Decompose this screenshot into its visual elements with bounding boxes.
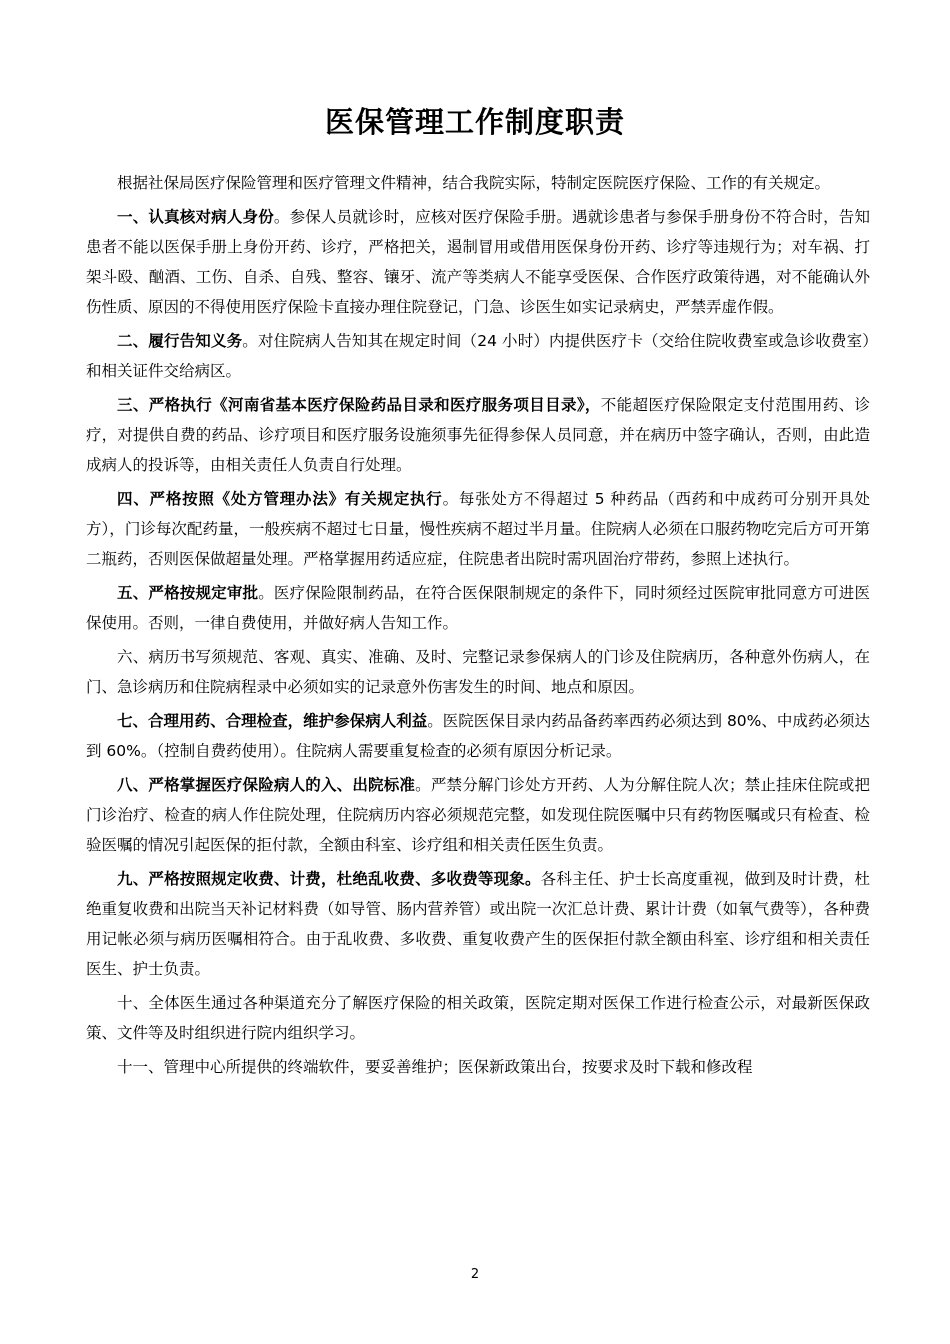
paragraph-intro	[86, 168, 870, 198]
page-number: 2	[470, 1267, 480, 1282]
paragraph-item-2	[86, 326, 870, 386]
paragraph-text: 十一、管理中心所提供的终端软件，要妥善维护；医保新政策出台，按要求及时下载和修改程	[117, 1058, 753, 1076]
paragraph-lead: 四、严格按照《处方管理办法》有关规定执行	[117, 490, 443, 508]
paragraph-text: 。严禁分解门诊处方开药、人为分解住院人次；禁止挂床住院或把门诊治疗、检查的病人作住院处理，住院病历内容必须规范完整，如发现住院医嘱中只有药物医嘱或只有检查、检验医嘱的情况引起医保的拒付款，全额由科室、诊疗组和相关责任医生负责。	[86, 776, 870, 854]
document-title: 医保管理工作制度职责	[324, 105, 625, 139]
paragraph-text: 各科主任、护士长高度重视，做到及时计费，杜绝重复收费和出院当天补记材料费（如导管、肠内营养管）或出院一次汇总计费、累计计费（如氧气费等），各种费用记帐必须与病历医嘱相符合。由于乱收费、多收费、重复收费产生的医保拒付款全额由科室、诊疗组和相关责任医生、护士负责。	[86, 870, 870, 978]
paragraph-text: 。对住院病人告知其在规定时间（24 小时）内提供医疗卡（交给住院收费室或急诊收费室）和相关证件交给病区。	[86, 332, 870, 380]
paragraph-lead: 九、严格按照规定收费、计费，杜绝乱收费、多收费等现象。	[117, 870, 541, 888]
paragraph-text: 。每张处方不得超过 5 种药品（西药和中成药可分别开具处方），门诊每次配药量，一般疾病不超过七日量，慢性疾病不超过半月量。住院病人必须在口服药物吃完后方可开第二瓶药，否则医保做超量处理。严格掌握用药适应症，住院患者出院时需巩固治疗带药，参照上述执行。	[86, 490, 870, 568]
document-body	[86, 168, 870, 1086]
paragraph-text: 。医疗保险限制药品，在符合医保限制规定的条件下，同时须经过医院审批同意方可进医保使用。否则，一律自费使用，并做好病人告知工作。	[86, 584, 870, 632]
paragraph-item-6	[86, 642, 870, 702]
paragraph-item-11	[86, 1052, 870, 1082]
paragraph-lead: 一、认真核对病人身份	[117, 208, 274, 226]
paragraph-item-8	[86, 770, 870, 860]
paragraph-item-5	[86, 578, 870, 638]
paragraph-item-3	[86, 390, 870, 480]
paragraph-lead: 八、严格掌握医疗保险病人的入、出院标准	[117, 776, 416, 794]
paragraph-lead: 五、严格按规定审批	[117, 584, 259, 602]
paragraph-text: 六、病历书写须规范、客观、真实、准确、及时、完整记录参保病人的门诊及住院病历，各种意外伤病人，在门、急诊病历和住院病程录中必须如实的记录意外伤害发生的时间、地点和原因。	[86, 648, 870, 696]
paragraph-text: 不能超医疗保险限定支付范围用药、诊疗，对提供自费的药品、诊疗项目和医疗服务设施须事先征得参保人员同意，并在病历中签字确认，否则，由此造成病人的投诉等，由相关责任人负责自行处理。	[86, 396, 870, 474]
paragraph-lead: 三、严格执行《河南省基本医疗保险药品目录和医疗服务项目目录》，	[117, 396, 601, 414]
paragraph-item-9	[86, 864, 870, 984]
paragraph-item-4	[86, 484, 870, 574]
paragraph-text: 根据社保局医疗保险管理和医疗管理文件精神，结合我院实际，特制定医院医疗保险、工作的有关规定。	[117, 174, 831, 192]
paragraph-text: 。参保人员就诊时，应核对医疗保险手册。遇就诊患者与参保手册身份不符合时，告知患者不能以医保手册上身份开药、诊疗，严格把关，遏制冒用或借用医保身份开药、诊疗等违规行为；对车祸、打架斗殴、酗酒、工伤、自杀、自残、整容、镶牙、流产等类病人不能享受医保、合作医疗政策待遇，对不能确认外伤性质、原因的不得使用医疗保险卡直接办理住院登记，门急、诊医生如实记录病史，严禁弄虚作假。	[86, 208, 870, 316]
paragraph-item-7	[86, 706, 870, 766]
paragraph-item-10	[86, 988, 870, 1048]
paragraph-text: 。医院医保目录内药品备药率西药必须达到 80%、中成药必须达到 60%。（控制自费药使用）。住院病人需要重复检查的必须有原因分析记录。	[86, 712, 870, 760]
paragraph-item-1	[86, 202, 870, 322]
paragraph-lead: 七、合理用药、合理检查，维护参保病人利益	[117, 712, 428, 730]
paragraph-lead: 二、履行告知义务	[117, 332, 243, 350]
paragraph-text: 十、全体医生通过各种渠道充分了解医疗保险的相关政策，医院定期对医保工作进行检查公示，对最新医保政策、文件等及时组织进行院内组织学习。	[86, 994, 870, 1042]
